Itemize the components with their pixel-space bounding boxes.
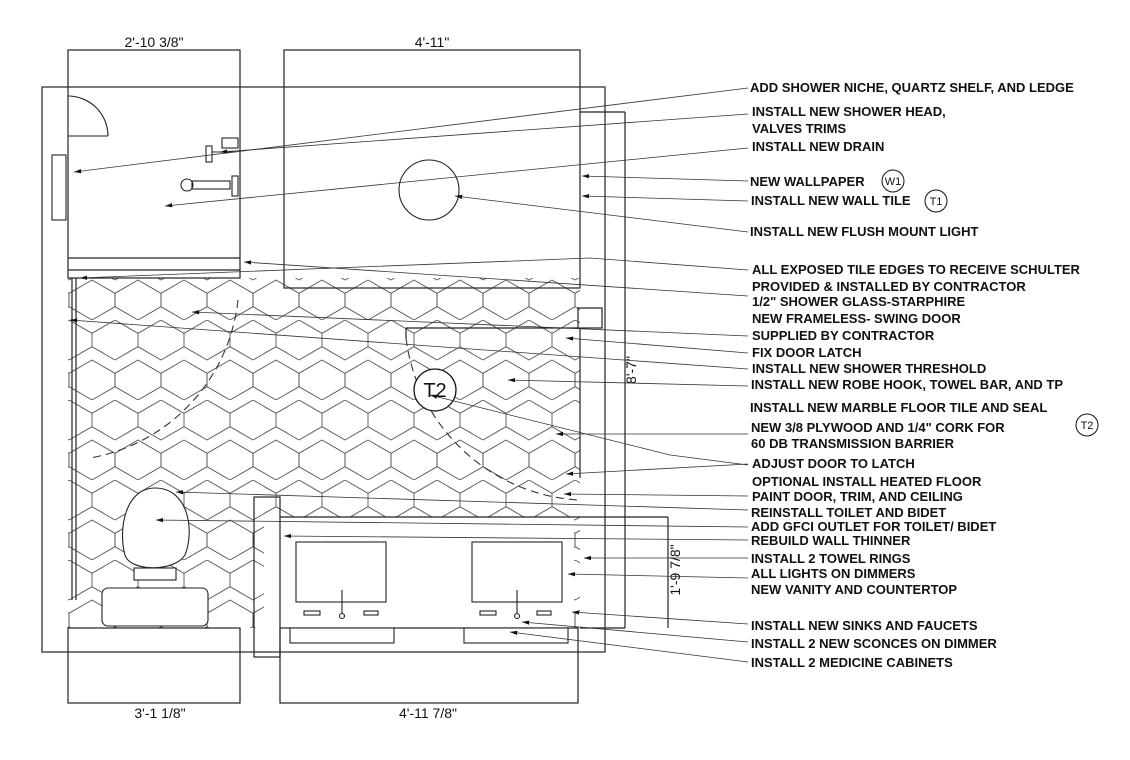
note: INSTALL NEW FLUSH MOUNT LIGHT bbox=[750, 224, 979, 239]
note: INSTALL 2 TOWEL RINGS bbox=[751, 551, 911, 566]
note: REBUILD WALL THINNER bbox=[751, 533, 911, 548]
note: INSTALL NEW SHOWER HEAD, bbox=[752, 104, 946, 119]
note: OPTIONAL INSTALL HEATED FLOOR bbox=[752, 474, 982, 489]
note: NEW WALLPAPER bbox=[750, 174, 865, 189]
floor-tile-note-tag: T2 bbox=[1080, 420, 1094, 432]
shower-fixtures bbox=[52, 96, 459, 220]
note: ADJUST DOOR TO LATCH bbox=[752, 456, 915, 471]
note: INSTALL 2 MEDICINE CABINETS bbox=[751, 655, 953, 670]
note: INSTALL NEW SINKS AND FAUCETS bbox=[751, 618, 978, 633]
svg-text:T2: T2 bbox=[423, 380, 447, 402]
note: ADD SHOWER NICHE, QUARTZ SHELF, AND LEDGE bbox=[750, 80, 1074, 95]
dim-right-tall: 8'-7" bbox=[623, 356, 639, 384]
note: REINSTALL TOILET AND BIDET bbox=[751, 505, 947, 520]
note: INSTALL NEW WALL TILE bbox=[751, 193, 911, 208]
dim-top-right: 4'-11" bbox=[414, 34, 450, 50]
note: INSTALL NEW SHOWER THRESHOLD bbox=[752, 361, 987, 376]
note: INSTALL 2 NEW SCONCES ON DIMMER bbox=[751, 636, 997, 651]
note: NEW VANITY AND COUNTERTOP bbox=[751, 582, 958, 597]
note: VALVES TRIMS bbox=[752, 121, 847, 136]
dim-bottom-left: 3'-1 1/8" bbox=[134, 705, 186, 721]
note: SUPPLIED BY CONTRACTOR bbox=[752, 328, 935, 343]
note: INSTALL NEW MARBLE FLOOR TILE AND SEAL bbox=[750, 400, 1048, 415]
note: 60 DB TRANSMISSION BARRIER bbox=[751, 436, 954, 451]
wall-tile-tag: T1 bbox=[929, 196, 943, 208]
note: ADD GFCI OUTLET FOR TOILET/ BIDET bbox=[751, 519, 997, 534]
note: NEW 3/8 PLYWOOD AND 1/4" CORK FOR bbox=[751, 420, 1005, 435]
note: PROVIDED & INSTALLED BY CONTRACTOR bbox=[752, 279, 1026, 294]
wallpaper-tag: W1 bbox=[884, 176, 902, 188]
note: ALL EXPOSED TILE EDGES TO RECEIVE SCHULTER bbox=[752, 262, 1080, 277]
note: 1/2" SHOWER GLASS-STARPHIRE bbox=[752, 294, 966, 309]
dim-bottom-right: 4'-11 7/8" bbox=[399, 705, 457, 721]
note: INSTALL NEW ROBE HOOK, TOWEL BAR, AND TP bbox=[751, 377, 1063, 392]
note: ALL LIGHTS ON DIMMERS bbox=[751, 566, 916, 581]
note: FIX DOOR LATCH bbox=[752, 345, 862, 360]
dim-top-left: 2'-10 3/8" bbox=[124, 34, 184, 50]
note: PAINT DOOR, TRIM, AND CEILING bbox=[752, 489, 963, 504]
note: NEW FRAMELESS- SWING DOOR bbox=[752, 311, 961, 326]
dim-right-short: 1'-9 7/8" bbox=[667, 544, 683, 596]
floor-tile-tag bbox=[414, 369, 456, 411]
notes-list bbox=[750, 80, 1081, 670]
note: INSTALL NEW DRAIN bbox=[752, 139, 885, 154]
